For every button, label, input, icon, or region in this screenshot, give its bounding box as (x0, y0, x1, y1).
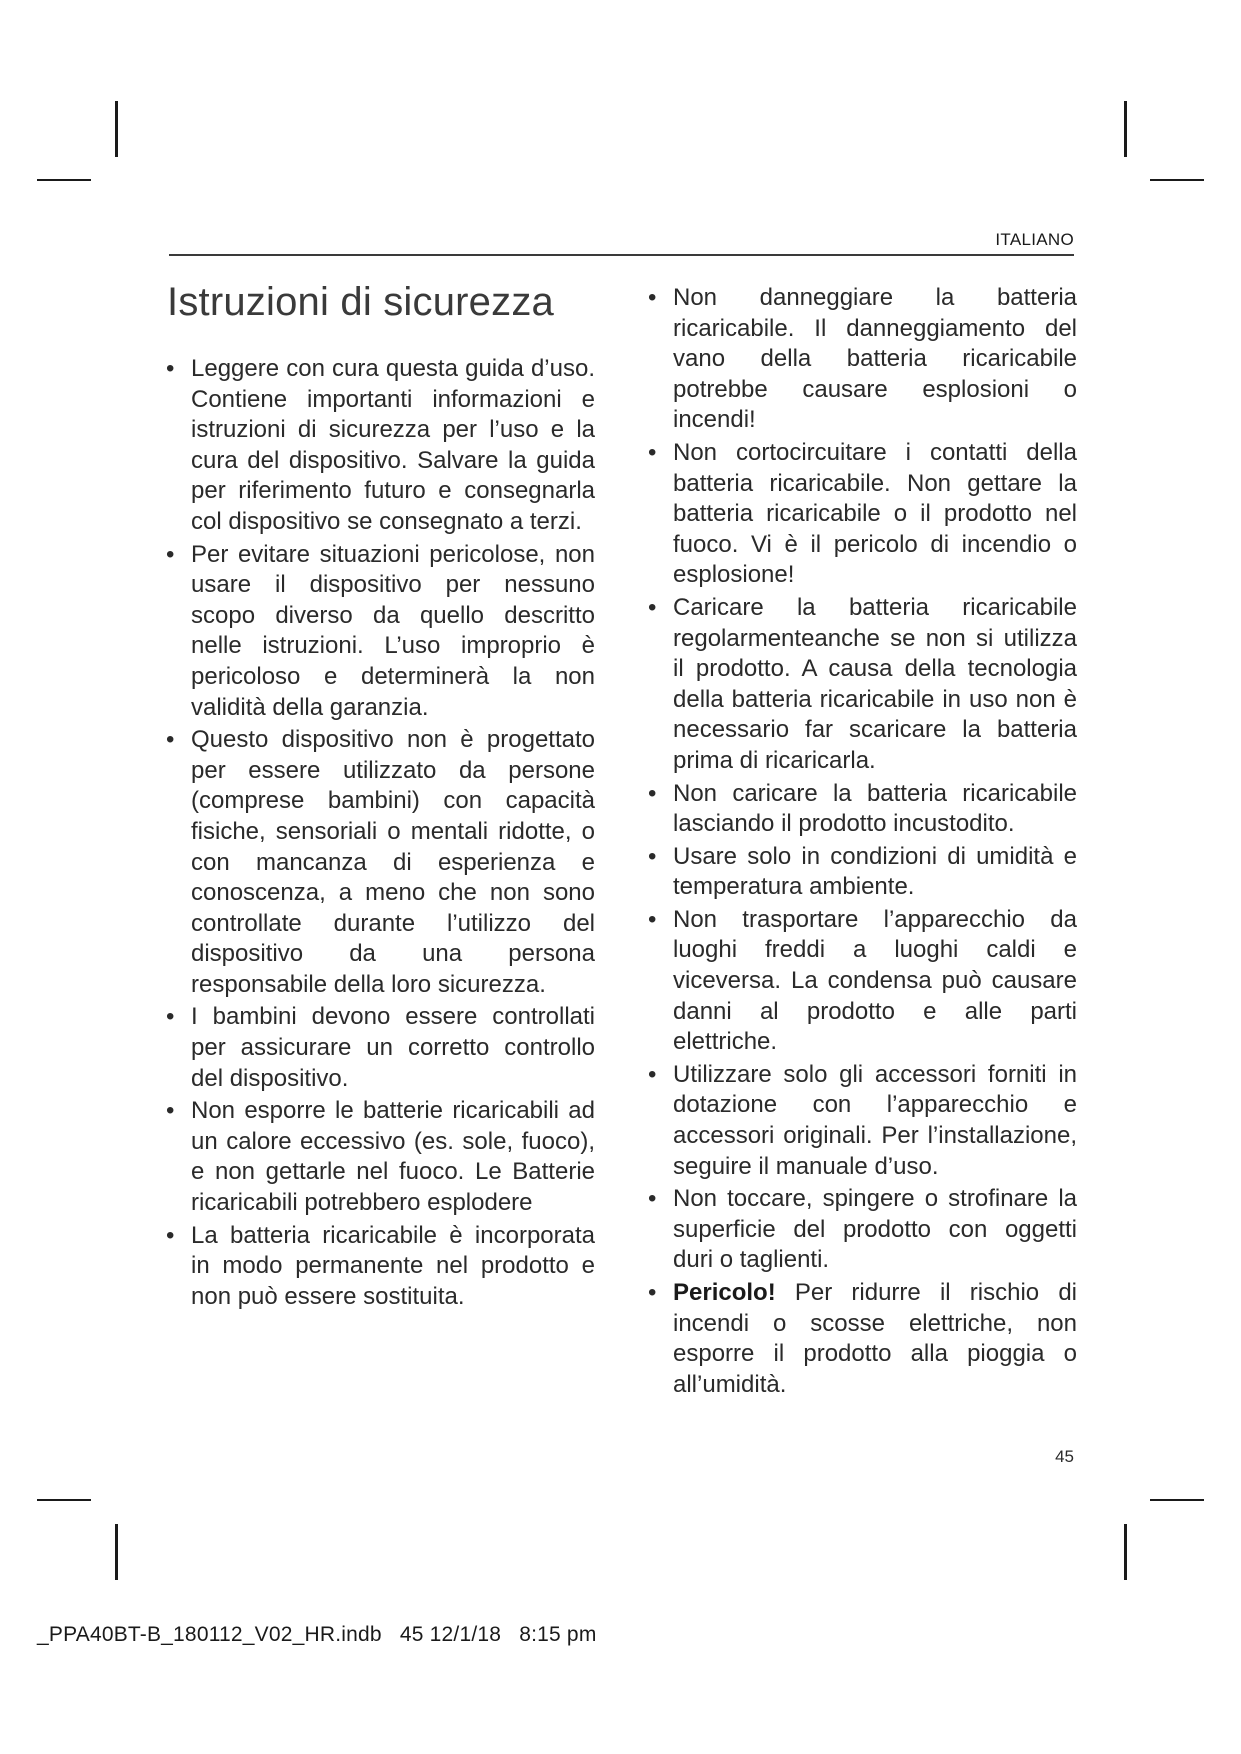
bullet-icon: • (648, 1279, 657, 1306)
crop-mark-bottom-left-vertical (115, 1524, 118, 1580)
print-slug: _PPA40BT-B_180112_V02_HR.indb 45 12/1/18 8:15 pm (37, 1623, 597, 1646)
crop-mark-bottom-right-vertical (1124, 1524, 1127, 1580)
warning-label: Pericolo! (673, 1279, 776, 1306)
list-item: • Leggere con cura questa guida d’uso. Contiene importanti informazioni e istruzioni di sicurezza per l’uso e la cura del dispositivo. Salvare la guida per riferimento futuro e consegnarla col dispositivo se consegnato a terzi. (166, 355, 595, 535)
crop-mark-bottom-right-horizontal (1150, 1499, 1204, 1501)
list-item: • Non caricare la batteria ricaricabile lasciando il prodotto incustodito. (648, 779, 1077, 838)
list-item: • Non cortocircuitare i contatti della batteria ricaricabile. Non gettare la batteria ricaricabile o il prodotto nel fuoco. Vi è il pericolo di incendio o esplosione! (648, 438, 1077, 589)
list-item: • Non esporre le batterie ricaricabili ad un calore eccessivo (es. sole, fuoco), e non gettarle nel fuoco. Le Batterie ricaricabili potrebbero esplodere (166, 1097, 595, 1217)
language-label: ITALIANO (995, 230, 1074, 249)
list-item: • Caricare la batteria ricaricabile regolarmenteanche se non si utilizza il prodotto. A causa della tecnologia della batteria ricaricabile in uso non è necessario far scaricare la batteria prima di ricaricarla. (648, 593, 1077, 774)
crop-mark-top-right-horizontal (1150, 179, 1204, 181)
bullet-icon: • (648, 438, 657, 466)
page-number: 45 (1055, 1447, 1074, 1466)
bullet-icon: • (166, 1003, 175, 1031)
header-divider (169, 254, 1074, 256)
list-item: • I bambini devono essere controllati per assicurare un corretto controllo del dispositivo. (166, 1003, 595, 1092)
right-column-list (647, 283, 1077, 1402)
bullet-icon: • (166, 726, 175, 754)
list-item: • Per evitare situazioni pericolose, non usare il dispositivo per nessuno scopo diverso da quello descritto nelle istruzioni. L’uso improprio è pericoloso e determinerà la non validità della garanzia. (166, 540, 595, 721)
bullet-icon: • (166, 1097, 175, 1125)
bullet-icon: • (166, 540, 175, 568)
list-item: • Non trasportare l’apparecchio da luoghi freddi a luoghi caldi e viceversa. La condensa può causare danni al prodotto e alle parti elettriche. (648, 905, 1077, 1056)
bullet-icon: • (648, 284, 657, 311)
bullet-icon: • (648, 1185, 657, 1213)
crop-mark-bottom-left-horizontal (37, 1499, 91, 1501)
crop-mark-top-left-vertical (115, 101, 118, 157)
list-item: • La batteria ricaricabile è incorporata in modo permanente nel prodotto e non può essere sostituita. (166, 1221, 595, 1310)
list-item: • Utilizzare solo gli accessori forniti in dotazione con l’apparecchio e accessori originali. Per l’installazione, seguire il manuale d’uso. (648, 1060, 1077, 1180)
bullet-icon: • (166, 355, 175, 382)
bullet-icon: • (648, 593, 657, 621)
crop-mark-top-right-vertical (1124, 101, 1127, 157)
bullet-icon: • (648, 842, 657, 870)
bullet-icon: • (648, 905, 657, 933)
list-item: • Usare solo in condizioni di umidità e temperatura ambiente. (648, 842, 1077, 901)
list-item: • Non danneggiare la batteria ricaricabile. Il danneggiamento del vano della batteria ricaricabile potrebbe causare esplosioni o incendi! (648, 284, 1077, 434)
list-item-warning: • Pericolo! Per ridurre il rischio di incendi o scosse elettriche, non esporre il prodotto alla pioggia o all’umidità. (648, 1279, 1077, 1398)
page-title: Istruzioni di sicurezza (167, 280, 554, 324)
crop-mark-top-left-horizontal (37, 179, 91, 181)
bullet-icon: • (648, 779, 657, 807)
bullet-icon: • (166, 1221, 175, 1249)
left-column-list (165, 354, 595, 1314)
list-item: • Non toccare, spingere o strofinare la superficie del prodotto con oggetti duri o taglienti. (648, 1185, 1077, 1274)
bullet-icon: • (648, 1060, 657, 1088)
list-item: • Questo dispositivo non è progettato per essere utilizzato da persone (comprese bambini) con capacità fisiche, sensoriali o mentali ridotte, o con mancanza di esperienza e conoscenza, a meno che non sono controllate durante l’utilizzo del dispositivo da una persona responsabile della loro sicurezza. (166, 726, 595, 998)
